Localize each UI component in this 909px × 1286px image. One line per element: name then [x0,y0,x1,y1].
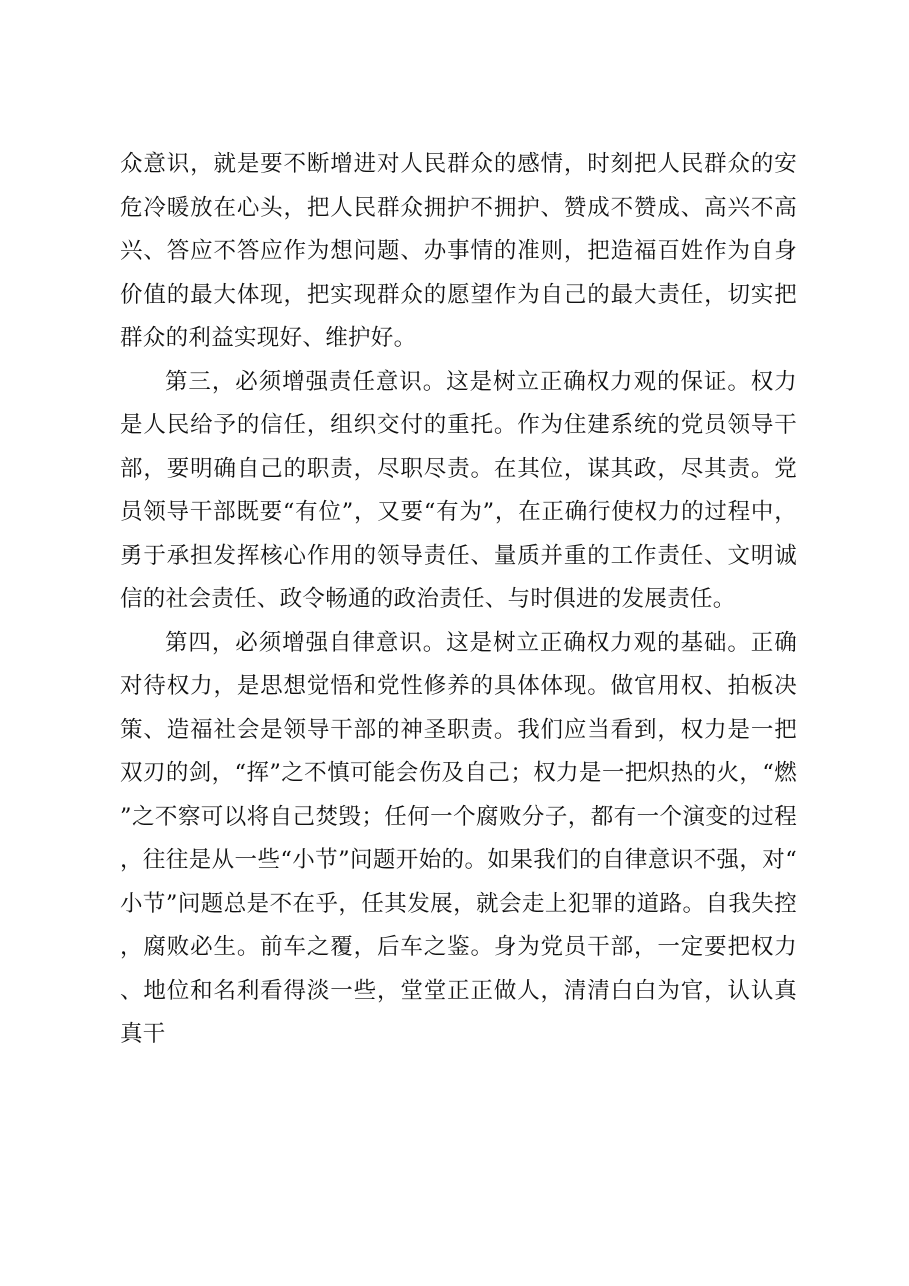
paragraph-responsibility-awareness: 第三，必须增强责任意识。这是树立正确权力观的保证。权力是人民给予的信任，组织交付的重托。作为住建系统的党员领导干部，要明确自己的职责，尽职尽责。在其位，谋其政，尽其责。党员领导干部既要“有位”，又要“有为”，在正确行使权力的过程中，勇于承担发挥核心作用的领导责任、量质并重的工作责任、文明诚信的社会责任、政令畅通的政治责任、与时俱进的发展责任。 [120,368,797,612]
paragraph-self-discipline-awareness: 第四，必须增强自律意识。这是树立正确权力观的基础。正确对待权力，是思想觉悟和党性修养的具体体现。做官用权、拍板决策、造福社会是领导干部的神圣职责。我们应当看到，权力是一把双刃的剑，“挥”之不慎可能会伤及自己；权力是一把炽热的火，“燃”之不察可以将自己焚毁；任何一个腐败分子，都有一个演变的过程，往往是从一些“小节”问题开始的。如果我们的自律意识不强，对“小节”问题总是不在乎，任其发展，就会走上犯罪的道路。自我失控，腐败必生。前车之覆，后车之鉴。身为党员干部，一定要把权力、地位和名利看得淡一些，堂堂正正做人，清清白白为官，认认真真干 [120,629,797,1047]
paragraph-mass-awareness: 众意识，就是要不断增进对人民群众的感情，时刻把人民群众的安危冷暖放在心头，把人民群众拥护不拥护、赞成不赞成、高兴不高兴、答应不答应作为想问题、办事情的准则，把造福百姓作为自身价值的最大体现，把实现群众的愿望作为自己的最大责任，切实把群众的利益实现好、维护好。 [120,151,797,351]
document-body [120,143,797,1057]
